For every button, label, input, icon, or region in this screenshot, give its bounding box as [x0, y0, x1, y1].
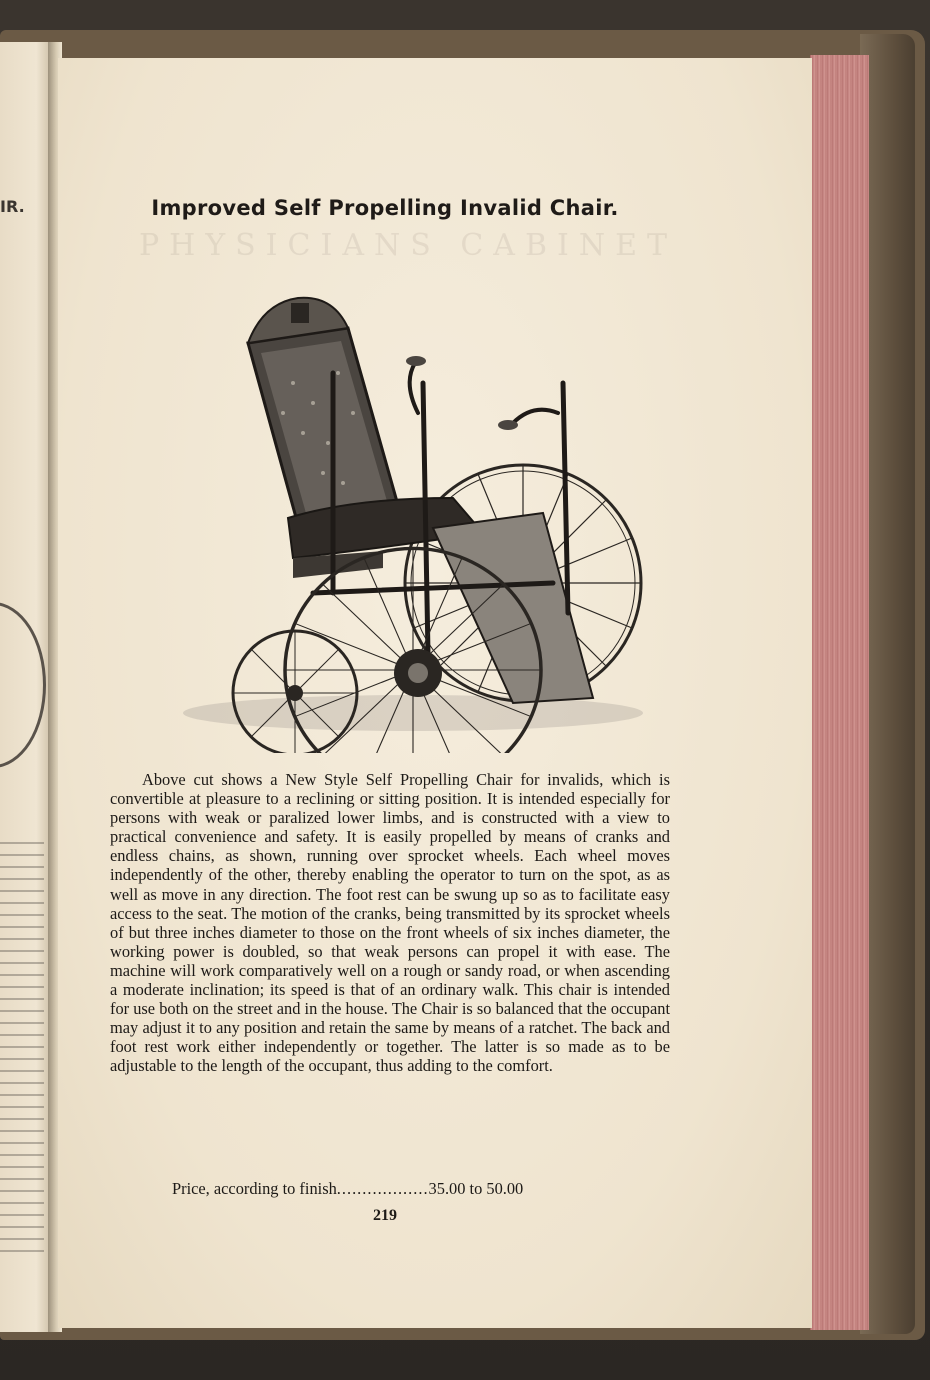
left-facing-page	[0, 42, 52, 1332]
page-number: 219	[373, 1207, 397, 1224]
product-description	[110, 770, 670, 1076]
left-page-illustration	[0, 602, 46, 768]
price-line	[172, 1179, 692, 1199]
price-value: 35.00 to 50.00	[428, 1179, 524, 1198]
price-label: Price, according to finish	[172, 1179, 337, 1198]
price-leader: ..................	[336, 1179, 429, 1198]
left-page-text	[0, 842, 44, 1262]
catalog-page	[58, 58, 812, 1328]
description-paragraph: Above cut shows a New Style Self Propelling Chair for invalids, which is convertible at pleasure to a reclining or sitting position. It is intended especially for persons with weak or paralized lower limbs, and is constructed with a view to practical convenience and safety. It is easily propelled by means of cranks and endless chains, as shown, running over sprocket wheels. Each wheel moves independently of the other, thereby enabling the operator to turn on the spot, as as well as move in any direction. The foot rest can be swung up so as to facilitate easy access to the seat. The motion of the cranks, being transmitted by its sprocket wheels of but three inches diameter to those on the front wheels of six inches diameter, the working power is doubled, so that weak persons can propel it with ease. The machine will work comparatively well on a rough or sandy road, or when ascending a moderate inclination; its speed is that of an ordinary walk. This chair is intended for use both on the street and in the house. The Chair is so balanced that the occupant may adjust it to any position and retain the same by means of a ratchet. The back and foot rest work either independently or together. The latter is so made as to be adjustable to the length of the occupant, thus adding to the comfort.	[110, 770, 670, 1076]
left-page-header: IR.	[0, 197, 25, 216]
page-title: Improved Self Propelling Invalid Chair.	[151, 196, 619, 220]
page-fore-edge	[810, 55, 869, 1330]
bleed-through-text: PHYSICIANS CABINET	[138, 228, 678, 263]
invalid-chair-illustration	[153, 233, 673, 753]
